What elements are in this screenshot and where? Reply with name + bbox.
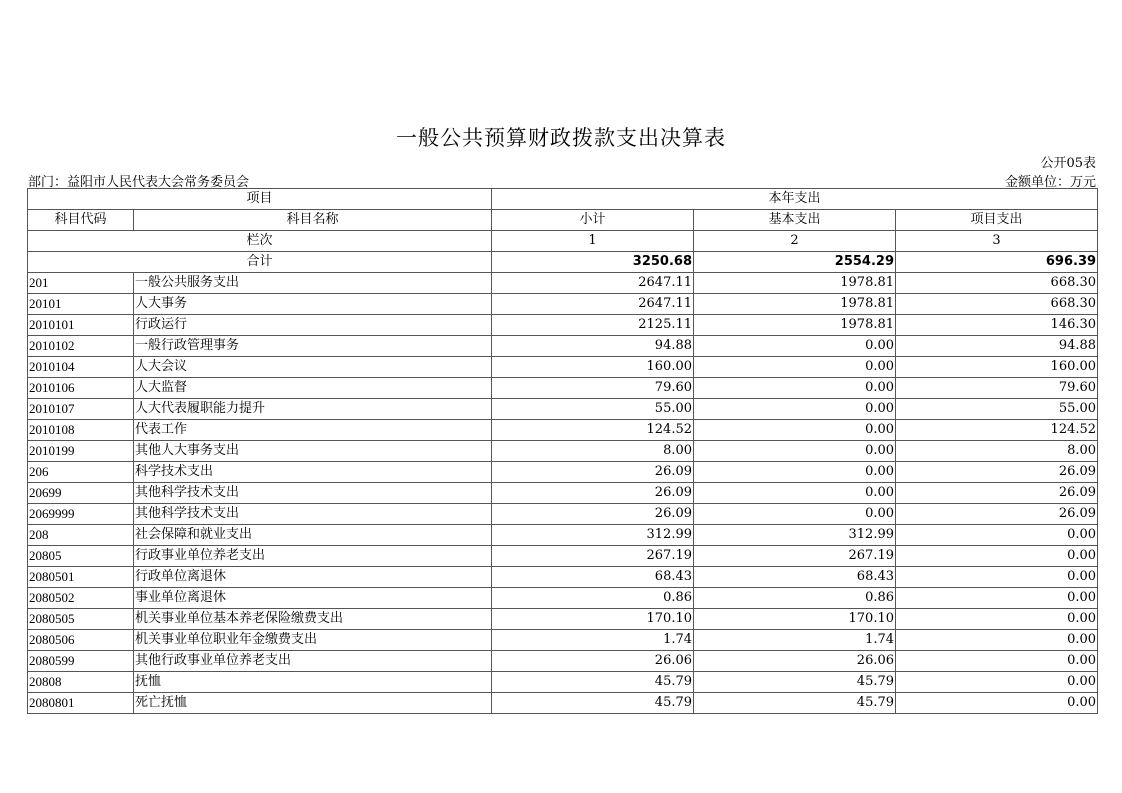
row-name: 科学技术支出	[134, 462, 492, 483]
row-code: 20805	[28, 546, 134, 567]
row-basic: 170.10	[694, 609, 896, 630]
header-col1: 1	[492, 231, 694, 252]
row-name: 其他行政事业单位养老支出	[134, 651, 492, 672]
header-col3: 3	[896, 231, 1098, 252]
row-subtotal: 79.60	[492, 378, 694, 399]
table-row	[28, 378, 1098, 399]
table-row	[28, 672, 1098, 693]
table-row	[28, 504, 1098, 525]
row-name: 人大代表履职能力提升	[134, 399, 492, 420]
row-code: 2080506	[28, 630, 134, 651]
row-project: 55.00	[896, 399, 1098, 420]
row-basic: 1.74	[694, 630, 896, 651]
row-subtotal: 2647.11	[492, 273, 694, 294]
row-name: 事业单位离退休	[134, 588, 492, 609]
page-title: 一般公共预算财政拨款支出决算表	[396, 126, 726, 150]
row-code: 2080505	[28, 609, 134, 630]
row-name: 社会保障和就业支出	[134, 525, 492, 546]
row-name: 其他科学技术支出	[134, 483, 492, 504]
row-code: 2010106	[28, 378, 134, 399]
row-subtotal: 68.43	[492, 567, 694, 588]
row-project: 79.60	[896, 378, 1098, 399]
header-row-2	[28, 210, 1098, 231]
table-row	[28, 546, 1098, 567]
total-label: 合计	[28, 252, 492, 273]
row-basic: 45.79	[694, 693, 896, 714]
table-row	[28, 609, 1098, 630]
row-project: 26.09	[896, 504, 1098, 525]
row-subtotal: 312.99	[492, 525, 694, 546]
row-project: 8.00	[896, 441, 1098, 462]
row-name: 其他科学技术支出	[134, 504, 492, 525]
row-project: 0.00	[896, 693, 1098, 714]
row-subtotal: 1.74	[492, 630, 694, 651]
row-subtotal: 26.06	[492, 651, 694, 672]
row-code: 2010102	[28, 336, 134, 357]
row-project: 0.00	[896, 672, 1098, 693]
row-basic: 0.00	[694, 336, 896, 357]
row-code: 206	[28, 462, 134, 483]
row-project: 668.30	[896, 294, 1098, 315]
row-code: 208	[28, 525, 134, 546]
table-row	[28, 483, 1098, 504]
unit-label: 金额单位：万元	[1004, 175, 1096, 190]
department-label: 部门：益阳市人民代表大会常务委员会	[28, 175, 250, 190]
row-basic: 26.06	[694, 651, 896, 672]
row-code: 2069999	[28, 504, 134, 525]
row-name: 代表工作	[134, 420, 492, 441]
row-basic: 0.00	[694, 378, 896, 399]
table-row	[28, 399, 1098, 420]
row-basic: 0.00	[694, 504, 896, 525]
row-basic: 68.43	[694, 567, 896, 588]
row-subtotal: 45.79	[492, 672, 694, 693]
row-project: 0.00	[896, 609, 1098, 630]
table-row	[28, 567, 1098, 588]
row-project: 0.00	[896, 651, 1098, 672]
row-subtotal: 170.10	[492, 609, 694, 630]
row-code: 20101	[28, 294, 134, 315]
row-project: 0.00	[896, 567, 1098, 588]
row-basic: 0.00	[694, 441, 896, 462]
table-row	[28, 693, 1098, 714]
table-row	[28, 420, 1098, 441]
total-basic: 2554.29	[694, 252, 896, 273]
row-project: 0.00	[896, 588, 1098, 609]
table-row	[28, 525, 1098, 546]
row-subtotal: 160.00	[492, 357, 694, 378]
row-project: 0.00	[896, 525, 1098, 546]
row-basic: 1978.81	[694, 273, 896, 294]
header-basic: 基本支出	[694, 210, 896, 231]
total-project: 696.39	[896, 252, 1098, 273]
row-subtotal: 26.09	[492, 504, 694, 525]
row-name: 一般行政管理事务	[134, 336, 492, 357]
row-code: 2010107	[28, 399, 134, 420]
header-code: 科目代码	[28, 210, 134, 231]
row-subtotal: 2125.11	[492, 315, 694, 336]
row-basic: 1978.81	[694, 315, 896, 336]
row-code: 201	[28, 273, 134, 294]
row-basic: 0.86	[694, 588, 896, 609]
row-basic: 0.00	[694, 420, 896, 441]
row-project: 160.00	[896, 357, 1098, 378]
row-project: 0.00	[896, 630, 1098, 651]
row-subtotal: 124.52	[492, 420, 694, 441]
row-name: 人大事务	[134, 294, 492, 315]
row-code: 20699	[28, 483, 134, 504]
row-name: 机关事业单位职业年金缴费支出	[134, 630, 492, 651]
header-current-year: 本年支出	[492, 189, 1098, 210]
row-subtotal: 2647.11	[492, 294, 694, 315]
header-row-3	[28, 231, 1098, 252]
row-subtotal: 45.79	[492, 693, 694, 714]
header-project: 项目支出	[896, 210, 1098, 231]
row-name: 行政事业单位养老支出	[134, 546, 492, 567]
row-name: 机关事业单位基本养老保险缴费支出	[134, 609, 492, 630]
table-row	[28, 273, 1098, 294]
row-basic: 45.79	[694, 672, 896, 693]
row-project: 124.52	[896, 420, 1098, 441]
row-basic: 267.19	[694, 546, 896, 567]
row-basic: 1978.81	[694, 294, 896, 315]
row-project: 26.09	[896, 462, 1098, 483]
row-name: 一般公共服务支出	[134, 273, 492, 294]
table-row	[28, 315, 1098, 336]
row-subtotal: 26.09	[492, 462, 694, 483]
row-project: 0.00	[896, 546, 1098, 567]
row-name: 人大监督	[134, 378, 492, 399]
row-code: 2010108	[28, 420, 134, 441]
row-project: 668.30	[896, 273, 1098, 294]
total-row	[28, 252, 1098, 273]
table-row	[28, 462, 1098, 483]
row-code: 2010199	[28, 441, 134, 462]
row-code: 2010104	[28, 357, 134, 378]
row-basic: 0.00	[694, 399, 896, 420]
header-column-no: 栏次	[28, 231, 492, 252]
row-name: 死亡抚恤	[134, 693, 492, 714]
row-basic: 0.00	[694, 462, 896, 483]
row-code: 2080501	[28, 567, 134, 588]
row-subtotal: 94.88	[492, 336, 694, 357]
row-basic: 312.99	[694, 525, 896, 546]
row-name: 行政单位离退休	[134, 567, 492, 588]
header-item: 项目	[28, 189, 492, 210]
row-basic: 0.00	[694, 483, 896, 504]
row-subtotal: 55.00	[492, 399, 694, 420]
table-row	[28, 294, 1098, 315]
table-row	[28, 336, 1098, 357]
table-row	[28, 441, 1098, 462]
row-code: 2010101	[28, 315, 134, 336]
row-name: 抚恤	[134, 672, 492, 693]
header-subtotal: 小计	[492, 210, 694, 231]
row-basic: 0.00	[694, 357, 896, 378]
form-number: 公开05表	[1040, 156, 1096, 171]
row-project: 94.88	[896, 336, 1098, 357]
header-name: 科目名称	[134, 210, 492, 231]
table-row	[28, 588, 1098, 609]
row-subtotal: 0.86	[492, 588, 694, 609]
row-name: 其他人大事务支出	[134, 441, 492, 462]
row-code: 20808	[28, 672, 134, 693]
table-row	[28, 357, 1098, 378]
row-project: 146.30	[896, 315, 1098, 336]
total-subtotal: 3250.68	[492, 252, 694, 273]
table-row	[28, 651, 1098, 672]
header-col2: 2	[694, 231, 896, 252]
row-subtotal: 26.09	[492, 483, 694, 504]
header-row-1	[28, 189, 1098, 210]
table-row	[28, 630, 1098, 651]
row-code: 2080599	[28, 651, 134, 672]
row-name: 行政运行	[134, 315, 492, 336]
row-subtotal: 267.19	[492, 546, 694, 567]
budget-table	[27, 188, 1098, 714]
row-code: 2080801	[28, 693, 134, 714]
row-subtotal: 8.00	[492, 441, 694, 462]
row-code: 2080502	[28, 588, 134, 609]
row-name: 人大会议	[134, 357, 492, 378]
row-project: 26.09	[896, 483, 1098, 504]
